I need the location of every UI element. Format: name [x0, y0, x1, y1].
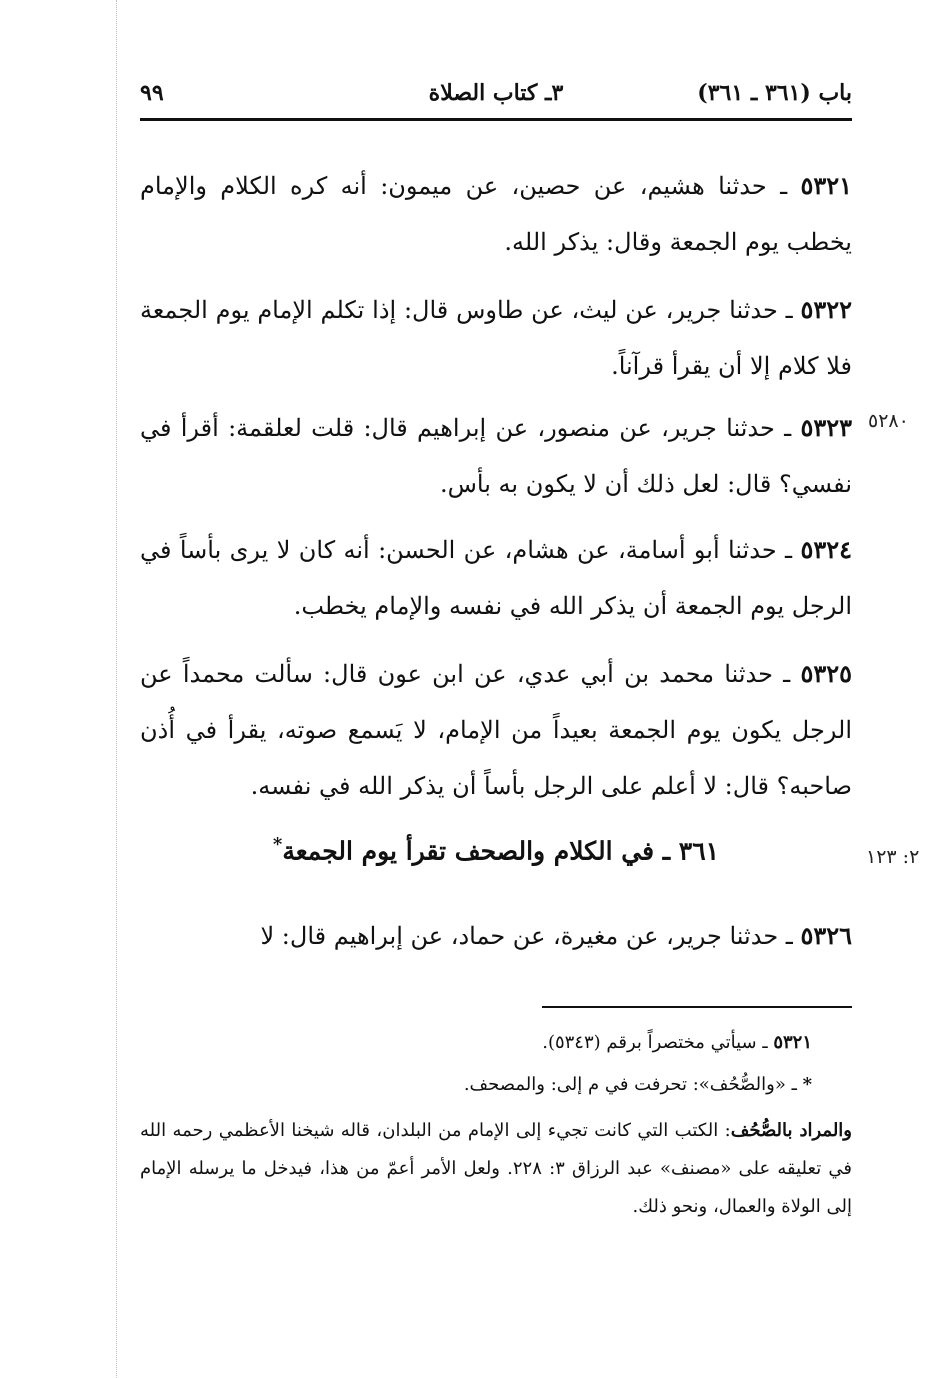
hadith-5322: [140, 282, 852, 394]
hadith-text: ـ حدثنا محمد بن أبي عدي، عن ابن عون قال: سألت محمداً عن الرجل يكون يوم الجمعة بعيداً من الإمام، لا يَسمع صوته، يقرأ في أُذن صاحبه؟ قال: لا أعلم على الرجل بأساً أن يذكر الله في نفسه.: [140, 660, 852, 800]
footnote-text: : الكتب التي كانت تجيء إلى الإمام من البلدان، قاله شيخنا الأعظمي رحمه الله في تعليقه على «مصنف» عبد الرزاق ٣: ٢٢٨. ولعل الأمر أعمّ من هذا، فيدخل ما يرسله الإمام إلى الولاة والعمال، ونحو ذلك.: [140, 1120, 852, 1217]
section-footnote-marker: *: [272, 834, 283, 855]
footnote-text: ـ «والصُّحُف»: تحرفت في م إلى: والمصحف.: [463, 1074, 803, 1095]
hadith-text: ـ حدثنا جرير، عن منصور، عن إبراهيم قال: قلت لعلقمة: أقرأ في نفسي؟ قال: لعل ذلك أن لا يكون به بأس.: [140, 414, 852, 498]
header-book-title: ٣ـ كتاب الصلاة: [428, 80, 564, 106]
hadith-number: ٥٣٢٢: [800, 295, 852, 324]
scan-edge-line: [116, 0, 117, 1378]
running-header: [140, 76, 852, 121]
hadith-text: ـ حدثنا أبو أسامة، عن هشام، عن الحسن: أنه كان لا يرى بأساً في الرجل يوم الجمعة أن يذكر الله في نفسه والإمام يخطب.: [140, 536, 852, 620]
page-number: ٩٩: [140, 80, 164, 106]
hadith-number: ٥٣٢٣: [800, 413, 852, 442]
footnote-5321: [140, 1024, 852, 1062]
footnote-number: ٥٣٢١: [773, 1032, 812, 1053]
footnote-section-title: [140, 1066, 852, 1104]
margin-reference-5280: ٥٢٨٠: [868, 410, 909, 432]
hadith-number: ٥٣٢٦: [800, 921, 852, 950]
hadith-number: ٥٣٢١: [800, 171, 853, 200]
book-page: [140, 76, 852, 1356]
hadith-text: ـ حدثنا جرير، عن ليث، عن طاوس قال: إذا تكلم الإمام يوم الجمعة فلا كلام إلا أن يقرأ قرآناً.: [140, 296, 852, 380]
hadith-text: ـ حدثنا جرير، عن مغيرة، عن حماد، عن إبراهيم قال: لا: [260, 922, 801, 950]
hadith-text: ـ حدثنا هشيم، عن حصين، عن ميمون: أنه كره الكلام والإمام يخطب يوم الجمعة وقال: يذكر الله.: [140, 172, 852, 256]
hadith-5321: [140, 158, 852, 270]
hadith-number: ٥٣٢٥: [800, 659, 852, 688]
footnote-asterisk: *: [802, 1074, 812, 1095]
hadith-number: ٥٣٢٤: [800, 535, 852, 564]
hadith-5323: [140, 400, 852, 512]
hadith-5326: [140, 908, 852, 964]
footnote-explanation: [140, 1112, 852, 1226]
footnote-lead-term: والمراد بالصُّحُف: [730, 1120, 853, 1141]
margin-reference-volume-page: ٢: ١٢٣: [866, 846, 920, 868]
header-chapter: باب (٣٦١ ـ ٣٦١): [697, 80, 852, 106]
footnote-separator: [542, 1006, 852, 1008]
hadith-5325: [140, 646, 852, 814]
section-title-text: ٣٦١ ـ في الكلام والصحف تقرأ يوم الجمعة: [282, 836, 720, 866]
section-heading: [140, 834, 852, 865]
hadith-5324: [140, 522, 852, 634]
footnote-text: ـ سيأتي مختصراً برقم (٥٣٤٣).: [542, 1032, 774, 1053]
